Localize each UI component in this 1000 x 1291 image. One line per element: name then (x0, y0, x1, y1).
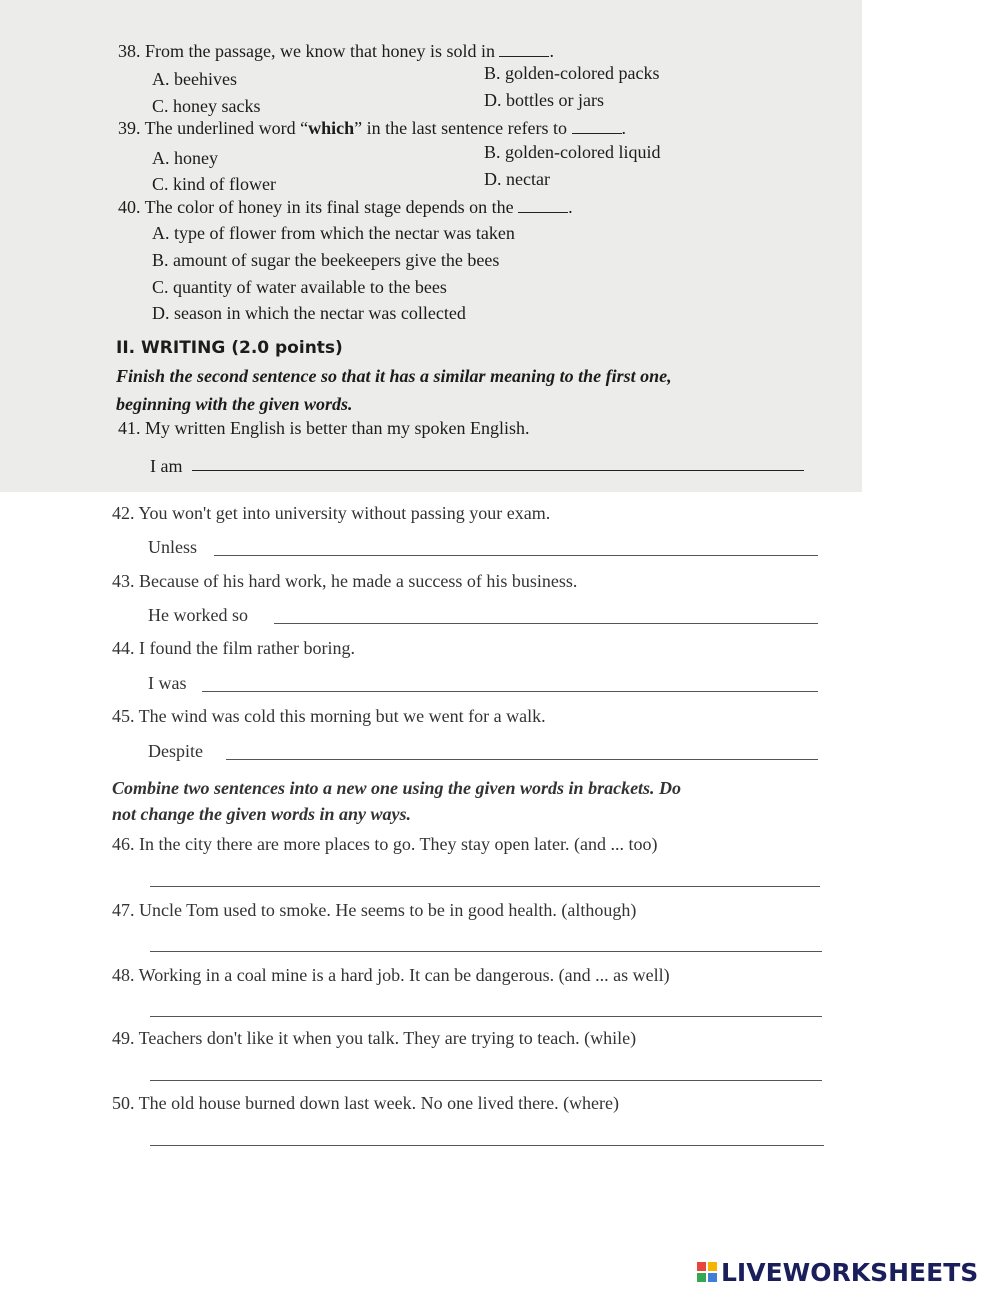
question-42: 42. You won't get into university without passing your exam. (112, 503, 551, 523)
option-40a: A. type of flower from which the nectar was taken (152, 223, 515, 243)
answer-line-50[interactable] (150, 1145, 824, 1146)
answer-line-47[interactable] (150, 951, 822, 952)
option-39d: D. nectar (484, 169, 550, 189)
instruction-1-line-1: Finish the second sentence so that it has a similar meaning to the first one, (116, 366, 672, 386)
answer-blank[interactable] (572, 119, 622, 134)
start-45: Despite (148, 741, 203, 761)
start-41: I am (150, 456, 183, 476)
option-39c: C. kind of flower (152, 174, 276, 194)
answer-line-42[interactable] (214, 555, 818, 556)
question-48: 48. Working in a coal mine is a hard job. It can be dangerous. (and ... as well) (112, 965, 670, 985)
answer-line-45[interactable] (226, 759, 818, 760)
option-38b: B. golden-colored packs (484, 63, 660, 83)
instruction-2-line-2: not change the given words in any ways. (112, 804, 412, 824)
answer-line-43[interactable] (274, 623, 818, 624)
option-39a: A. honey (152, 148, 218, 168)
question-43: 43. Because of his hard work, he made a success of his business. (112, 571, 578, 591)
option-38c: C. honey sacks (152, 96, 261, 116)
question-44: 44. I found the film rather boring. (112, 638, 355, 658)
question-40: 40. The color of honey in its final stage depends on the . (118, 197, 573, 217)
answer-line-41[interactable] (192, 470, 804, 471)
option-39b: B. golden-colored liquid (484, 142, 661, 162)
answer-line-44[interactable] (202, 691, 818, 692)
option-40b: B. amount of sugar the beekeepers give the bees (152, 250, 500, 270)
instruction-1-line-2: beginning with the given words. (116, 394, 353, 414)
option-40c: C. quantity of water available to the bees (152, 277, 447, 297)
instruction-2-line-1: Combine two sentences into a new one using the given words in brackets. Do (112, 778, 682, 798)
answer-blank[interactable] (518, 198, 568, 213)
question-45: 45. The wind was cold this morning but we went for a walk. (112, 706, 546, 726)
answer-blank[interactable] (499, 42, 549, 57)
question-38: 38. From the passage, we know that honey is sold in . (118, 41, 554, 61)
start-43: He worked so (148, 605, 248, 625)
logo-text: LIVEWORKSHEETS (721, 1257, 979, 1287)
start-44: I was (148, 673, 187, 693)
question-49: 49. Teachers don't like it when you talk. They are trying to teach. (while) (112, 1028, 637, 1048)
logo-grid-icon (697, 1262, 717, 1282)
start-42: Unless (148, 537, 197, 557)
answer-line-48[interactable] (150, 1016, 822, 1017)
question-41: 41. My written English is better than my spoken English. (118, 418, 530, 438)
answer-line-46[interactable] (150, 886, 820, 887)
option-38d: D. bottles or jars (484, 90, 604, 110)
question-46: 46. In the city there are more places to go. They stay open later. (and ... too) (112, 834, 658, 854)
question-47: 47. Uncle Tom used to smoke. He seems to be in good health. (although) (112, 900, 637, 920)
answer-line-49[interactable] (150, 1080, 822, 1081)
question-39: 39. The underlined word “which” in the last sentence refers to . (118, 118, 627, 138)
option-40d: D. season in which the nectar was collected (152, 303, 466, 323)
liveworksheets-logo (697, 1257, 978, 1287)
option-38a: A. beehives (152, 69, 237, 89)
section-heading: II. WRITING (2.0 points) (116, 338, 343, 358)
question-50: 50. The old house burned down last week. No one lived there. (where) (112, 1093, 620, 1113)
